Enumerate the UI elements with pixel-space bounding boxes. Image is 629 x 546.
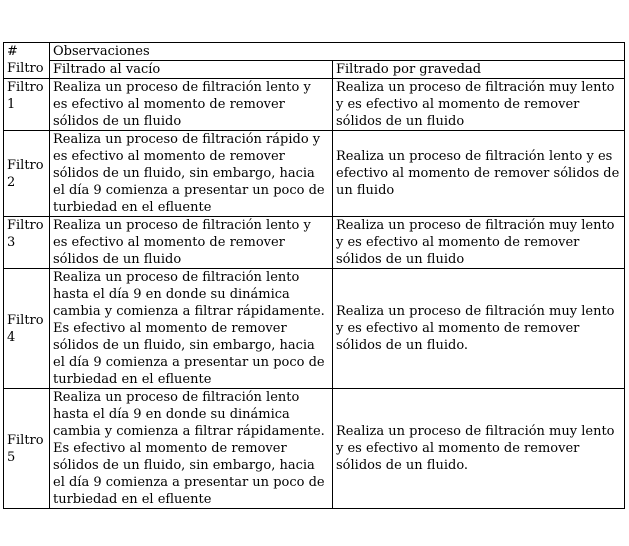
vacuum-column-header: Filtrado al vacío	[50, 61, 333, 79]
gravity-observation: Realiza un proceso de filtración muy lento y es efectivo al momento de remover sólidos de un fluido.	[333, 269, 625, 389]
filter-label: Filtro 4	[4, 269, 50, 389]
gravity-observation: Realiza un proceso de filtración muy lento y es efectivo al momento de remover sólidos de un fluido.	[333, 389, 625, 509]
table-row	[4, 131, 625, 217]
filter-label: Filtro 1	[4, 79, 50, 131]
vacuum-observation: Realiza un proceso de filtración lento y es efectivo al momento de remover sólidos de un fluido	[50, 217, 333, 269]
gravity-observation: Realiza un proceso de filtración lento y es efectivo al momento de remover sólidos de un fluido	[333, 131, 625, 217]
vacuum-observation: Realiza un proceso de filtración lento y es efectivo al momento de remover sólidos de un fluido	[50, 79, 333, 131]
filter-label: Filtro 5	[4, 389, 50, 509]
table-row	[4, 269, 625, 389]
vacuum-observation: Realiza un proceso de filtración lento hasta el día 9 en donde su dinámica cambia y comienza a filtrar rápidamente. Es efectivo al momento de remover sólidos de un fluido, sin embargo, hacia el día 9 comienza a presentar un poco de turbiedad en el efluente	[50, 389, 333, 509]
filter-label: Filtro 3	[4, 217, 50, 269]
gravity-column-header: Filtrado por gravedad	[333, 61, 625, 79]
header-row-top	[4, 43, 625, 61]
table-row	[4, 217, 625, 269]
filter-label: Filtro 2	[4, 131, 50, 217]
observations-header: Observaciones	[50, 43, 625, 61]
observations-table	[3, 42, 625, 509]
table-row	[4, 389, 625, 509]
header-row-sub	[4, 61, 625, 79]
table-row	[4, 79, 625, 131]
vacuum-observation: Realiza un proceso de filtración lento hasta el día 9 en donde su dinámica cambia y comienza a filtrar rápidamente. Es efectivo al momento de remover sólidos de un fluido, sin embargo, hacia el día 9 comienza a presentar un poco de turbiedad en el efluente	[50, 269, 333, 389]
filter-number-header: # Filtro	[4, 43, 50, 79]
gravity-observation: Realiza un proceso de filtración muy lento y es efectivo al momento de remover sólidos de un fluido	[333, 79, 625, 131]
gravity-observation: Realiza un proceso de filtración muy lento y es efectivo al momento de remover sólidos de un fluido	[333, 217, 625, 269]
vacuum-observation: Realiza un proceso de filtración rápido y es efectivo al momento de remover sólidos de un fluido, sin embargo, hacia el día 9 comienza a presentar un poco de turbiedad en el efluente	[50, 131, 333, 217]
